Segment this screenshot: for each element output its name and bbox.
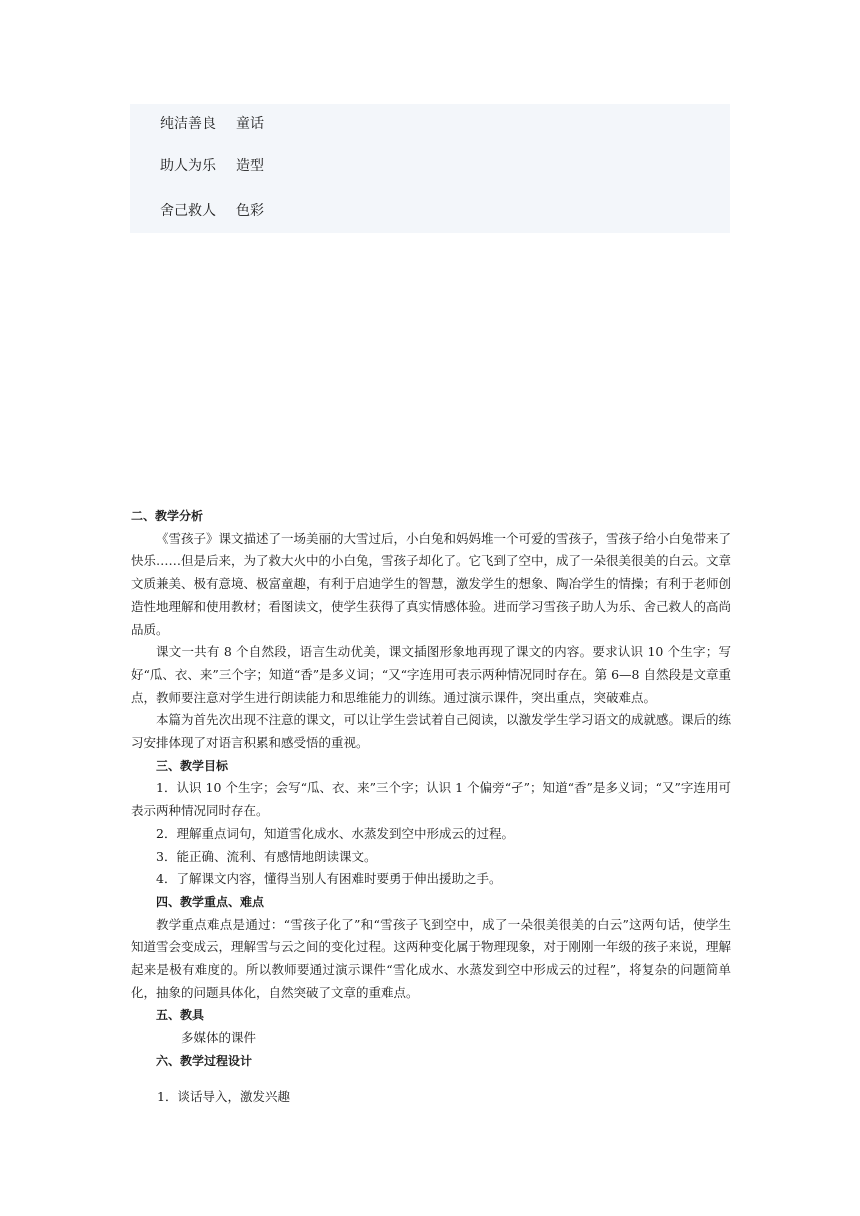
section-heading: 三、教学目标 (156, 758, 229, 773)
list-item: 2．理解重点词句，知道雪化成水、水蒸发到空中形成云的过程。 (156, 825, 514, 841)
list-item: 4．了解课文内容，懂得当别人有困难时要勇于伸出援助之手。 (156, 871, 502, 887)
paragraph: 《雪孩子》课文描述了一场美丽的大雪过后，小白兔和妈妈堆一个可爱的雪孩子，雪孩子给小白兔带来了快乐……但是后来，为了救大火中的小白兔，雪孩子却化了。它飞到了空中，成了一朵很美很美的白云。文章文质兼美、极有意境、极富童趣，有利于启迪学生的智慧，激发学生的想象、陶冶学生的情操；有利于老师创造性地理解和使用教材；看图读文，使学生获得了真实情感体验。进而学习雪孩子助人为乐、舍己救人的高尚品质。 (131, 530, 732, 637)
summary-table (130, 104, 730, 233)
table-cell: 舍己救人 (160, 203, 216, 219)
table-row (160, 114, 264, 134)
table-cell: 造型 (236, 158, 264, 174)
table-row (160, 201, 264, 221)
list-item: 多媒体的课件 (181, 1030, 257, 1046)
section-heading: 二、教学分析 (131, 509, 204, 523)
table-cell: 助人为乐 (160, 158, 216, 174)
paragraph: 教学重点难点是通过：“雪孩子化了”和“雪孩子飞到空中，成了一朵很美很美的白云”这两句话，使学生知道雪会变成云，理解雪与云之间的变化过程。这两种变化属于物理现象，对于刚刚一年级的孩子来说，理解起来是极有难度的。所以教师要通过演示课件“雪化成水、水蒸发到空中形成云的过程”，将复杂的问题简单化，抽象的问题具体化，自然突破了文章的重难点。 (131, 916, 732, 1000)
paragraph: 课文一共有 8 个自然段，语言生动优美，课文插图形象地再现了课文的内容。要求认识 10 个生字；写好“瓜、衣、来”三个字；知道“香”是多义词；“又“字连用可表示两种情况同时存在。第 6—8 自然段是文章重点，教师要注意对学生进行朗读能力和思维能力的训练。通过演示课件，突出重点，突破难点。 (131, 644, 731, 705)
paragraph: 本篇为首先次出现不注意的课文，可以让学生尝试着自己阅读，以激发学生学习语文的成就感。课后的练习安排体现了对语言积累和感受悟的重视。 (131, 712, 732, 751)
section-heading: 四、教学重点、难点 (156, 894, 265, 909)
list-item: 3．能正确、流利、有感情地朗读课文。 (156, 848, 377, 864)
section-heading: 六、教学过程设计 (156, 1053, 253, 1068)
list-item: 1．谈话导入，激发兴趣 (157, 1089, 290, 1104)
section-heading: 五、教具 (156, 1008, 205, 1023)
lesson-plan-body (131, 505, 731, 1073)
table-cell: 纯洁善良 (160, 116, 216, 132)
table-cell: 童话 (236, 116, 264, 132)
list-item: 1．认识 10 个生字；会写“瓜、衣、来”三个字；认识 1 个偏旁“孑”；知道“香”是多义词；“又”字连用可表示两种情况同时存在。 (131, 780, 731, 819)
table-row (160, 156, 264, 176)
table-cell: 色彩 (236, 203, 264, 219)
